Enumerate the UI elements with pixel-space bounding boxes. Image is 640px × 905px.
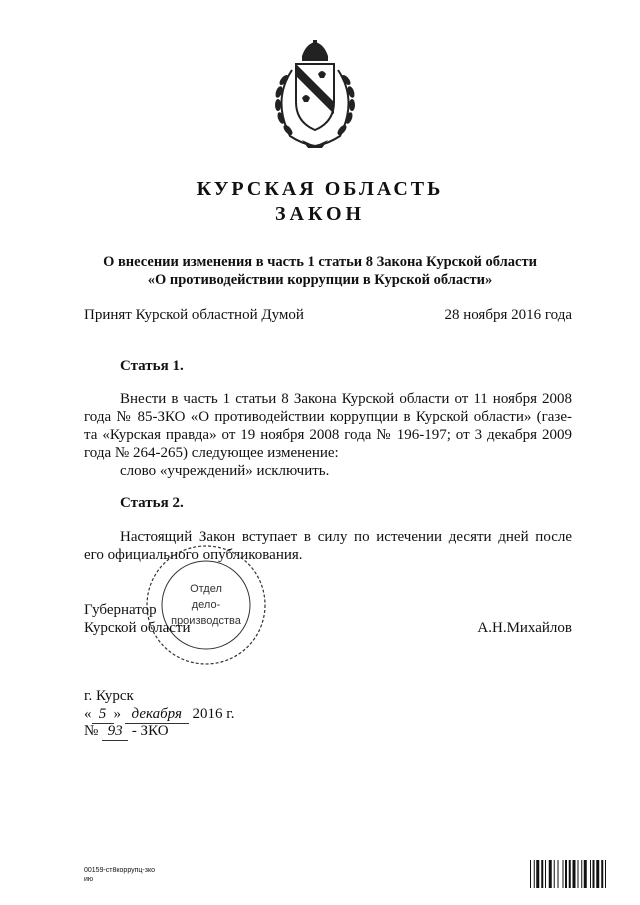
date-close-quote: » xyxy=(113,706,121,722)
barcode-bar xyxy=(534,860,535,888)
article1-line: Внести в часть 1 статьи 8 Закона Курской области от 11 ноября 2008 xyxy=(120,391,572,407)
barcode-bar xyxy=(541,860,543,888)
article1-body xyxy=(84,390,572,480)
barcode-bar xyxy=(569,860,571,888)
law-subtitle-line2: «О противодействии коррупции в Курской области» xyxy=(147,272,493,288)
article2-heading: Статья 2. xyxy=(120,495,184,511)
barcode-bar xyxy=(573,860,576,888)
coat-of-arms-emblem xyxy=(262,40,368,150)
law-subtitle-line1: О внесении изменения в часть 1 статьи 8 Закона Курской области xyxy=(103,254,537,270)
article2-line: Настоящий Закон вступает в силу по истечении десяти дней после xyxy=(120,529,572,545)
signatory-name: А.Н.Михайлов xyxy=(477,620,572,636)
article1-heading: Статья 1. xyxy=(120,358,184,374)
barcode-bar xyxy=(536,860,539,888)
file-reference xyxy=(84,866,155,884)
barcode-bar xyxy=(530,860,531,888)
barcode-bar xyxy=(581,860,582,888)
file-reference-line1: 00159-ст8коррупц-зко xyxy=(84,867,156,874)
barcode-bar xyxy=(596,860,599,888)
barcode-bar xyxy=(558,860,559,888)
date-day: 5 xyxy=(92,705,114,724)
barcode-bar xyxy=(565,860,567,888)
law-subtitle xyxy=(0,253,640,289)
article2-line: его официального опубликования. xyxy=(84,547,303,563)
number-prefix: № xyxy=(84,723,99,739)
stamp-line3: производства xyxy=(171,615,241,627)
article1-line: слово «учреждений» исключить. xyxy=(120,463,330,479)
article1-line: та «Курская правда» от 19 ноября 2008 года № 196-197; от 3 декабря 2009 xyxy=(84,427,572,443)
signature-title-line1: Губернатор xyxy=(84,602,157,618)
date-month: декабря xyxy=(125,705,189,724)
barcode-bar xyxy=(584,860,587,888)
barcode-bar xyxy=(578,860,579,888)
stamp-line1: Отдел xyxy=(190,583,222,595)
city: г. Курск xyxy=(84,688,134,704)
adoption-date: 28 ноября 2016 года xyxy=(444,307,572,323)
barcode xyxy=(530,860,630,888)
barcode-bar xyxy=(545,860,546,888)
adopted-by: Принят Курской областной Думой xyxy=(84,307,304,323)
signature-title-line2: Курской области xyxy=(84,620,191,636)
date-open-quote: « xyxy=(84,706,92,722)
article1-line: года № 264-265) следующее изменение: xyxy=(84,445,339,461)
stamp-line2: дело- xyxy=(191,599,221,611)
barcode-bar xyxy=(563,860,564,888)
barcode-bar xyxy=(601,860,603,888)
barcode-bar xyxy=(605,860,606,888)
region-title: КУРСКАЯ ОБЛАСТЬ xyxy=(196,178,444,200)
barcode-bar xyxy=(554,860,555,888)
date-year: 2016 г. xyxy=(192,706,235,722)
number-suffix: - ЗКО xyxy=(131,723,169,739)
barcode-bar xyxy=(590,860,591,888)
barcode-bar xyxy=(549,860,552,888)
file-reference-line2: ию xyxy=(84,876,94,883)
document-type-title: ЗАКОН xyxy=(274,203,366,225)
law-number xyxy=(84,722,169,741)
barcode-bar xyxy=(593,860,595,888)
number-value: 93 xyxy=(102,722,128,741)
article1-line: года № 85-ЗКО «О противодействии коррупции в Курской области» (газе- xyxy=(84,409,572,425)
